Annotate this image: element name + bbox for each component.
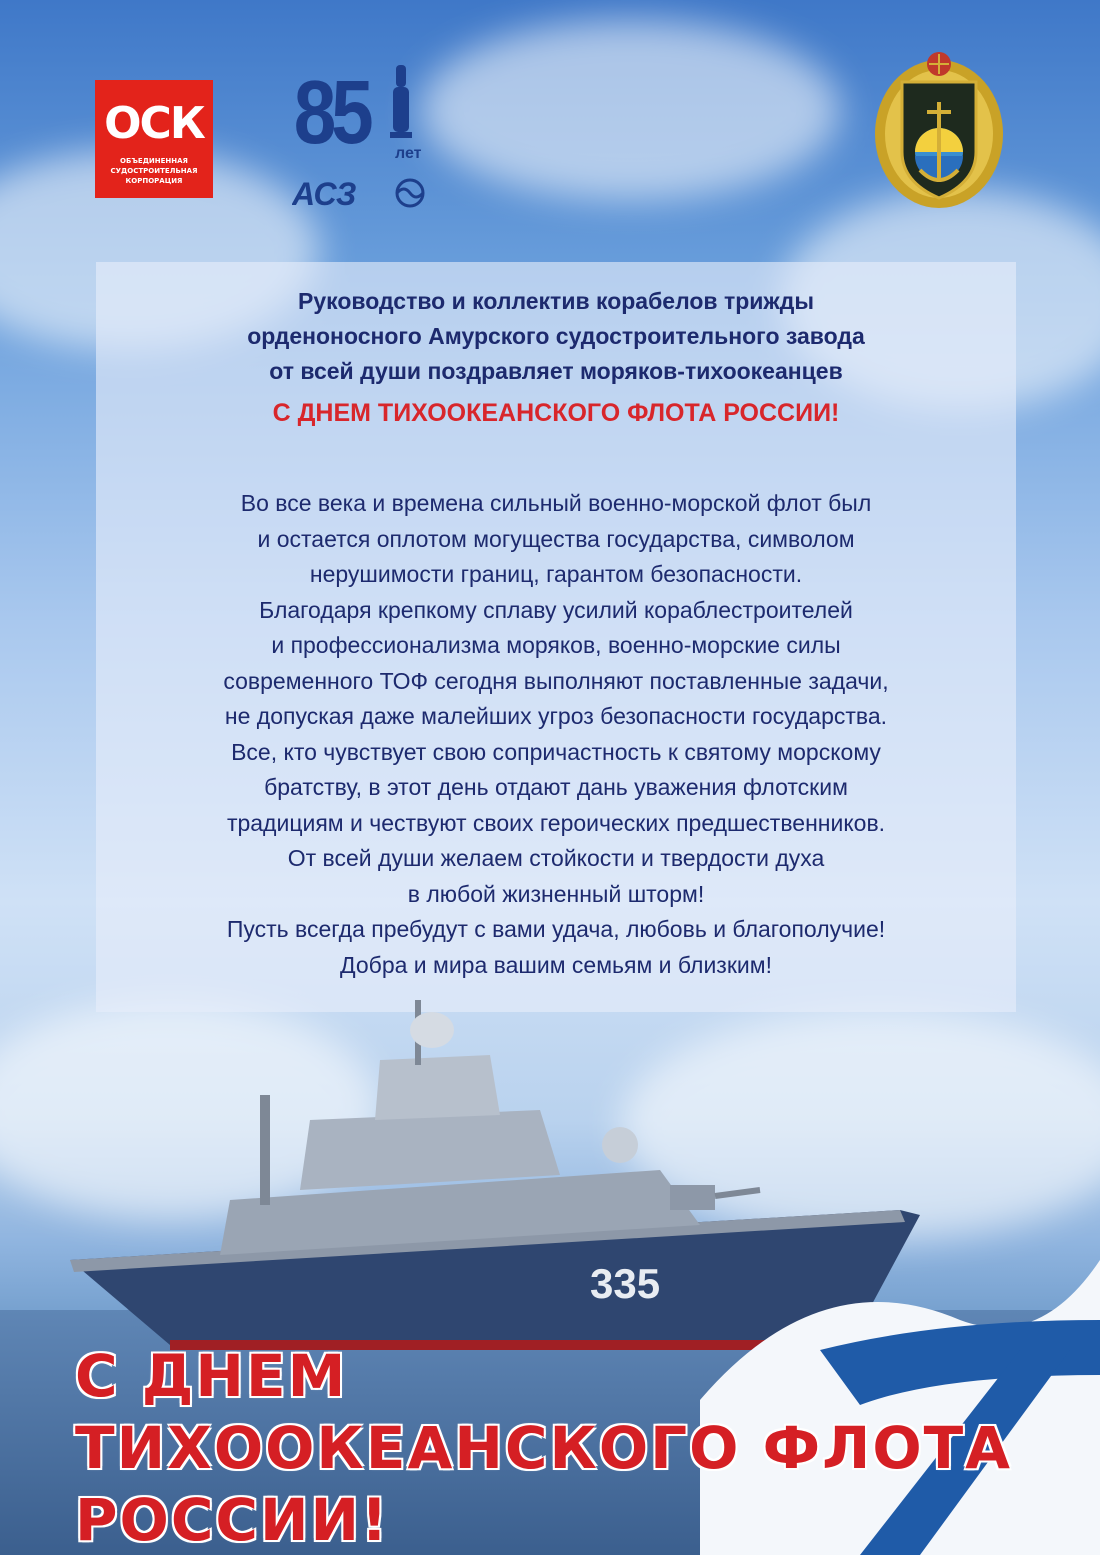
greeting-body xyxy=(96,486,1016,983)
big-title xyxy=(75,1340,1012,1556)
intro-line: от всей души поздравляет моряков-тихоокеанцев xyxy=(269,358,843,384)
osk-subtitle-line: СУДОСТРОИТЕЛЬНАЯ xyxy=(110,167,198,175)
panel-headline: С ДНЕМ ТИХООКЕАНСКОГО ФЛОТА РОССИИ! xyxy=(272,399,840,427)
osk-logo-subtitle xyxy=(95,156,213,186)
greeting-panel xyxy=(96,262,1016,1012)
body-line: Во все века и времена сильный военно-морской флот был xyxy=(240,490,872,516)
asz-wave-icon xyxy=(397,180,423,206)
osk-subtitle-line: ОБЪЕДИНЕННАЯ xyxy=(120,157,188,165)
body-line: не допуская даже малейших угроз безопасности государства. xyxy=(224,703,888,729)
osk-subtitle-line: КОРПОРАЦИЯ xyxy=(125,177,183,185)
body-line: Пусть всегда пребудут с вами удача, любовь и благополучие! xyxy=(226,916,886,942)
body-line: Благодаря крепкому сплаву усилий кораблестроителей xyxy=(259,596,853,623)
body-line: братству, в этот день отдают дань уважения флотским xyxy=(264,774,848,800)
anniversary-years: лет xyxy=(395,145,422,162)
body-line: современного ТОФ сегодня выполняют поставленные задачи, xyxy=(223,667,889,694)
big-title-line: РОССИИ! xyxy=(75,1486,390,1554)
anniversary-number: 85 xyxy=(293,61,369,163)
ship-hull-number: 335 xyxy=(590,1260,661,1307)
osk-logo xyxy=(95,80,213,198)
intro-line: Руководство и коллектив корабелов трижды xyxy=(298,288,814,314)
intro-line: орденоносного Амурского судостроительного завода xyxy=(247,323,865,349)
asz-brand: АСЗ xyxy=(292,176,357,212)
body-line: От всей души желаем стойкости и твердости духа xyxy=(287,845,825,871)
body-line: нерушимости границ, гарантом безопасности. xyxy=(309,561,803,587)
sailor-statue-icon xyxy=(390,65,412,138)
greeting-intro xyxy=(96,284,1016,389)
body-line: и профессионализма моряков, военно-морские силы xyxy=(271,632,841,658)
body-line: в любой жизненный шторм! xyxy=(407,880,705,907)
body-line: Добра и мира вашим семьям и близким! xyxy=(340,951,772,978)
body-line: традициям и чествуют своих героических предшественников. xyxy=(226,809,886,836)
anniversary-85-logo xyxy=(292,55,432,215)
cloud xyxy=(420,20,840,200)
navy-anchor-emblem-icon xyxy=(872,42,1006,214)
osk-logo-abbr: ОСК xyxy=(104,98,204,149)
body-line: Все, кто чувствует свою сопричастность к святому морскому xyxy=(231,738,881,765)
body-line: и остается оплотом могущества государства, символом xyxy=(257,525,855,552)
big-title-line: С ДНЕМ xyxy=(75,1342,348,1410)
big-title-line: ТИХООКЕАНСКОГО ФЛОТА xyxy=(75,1414,1013,1482)
